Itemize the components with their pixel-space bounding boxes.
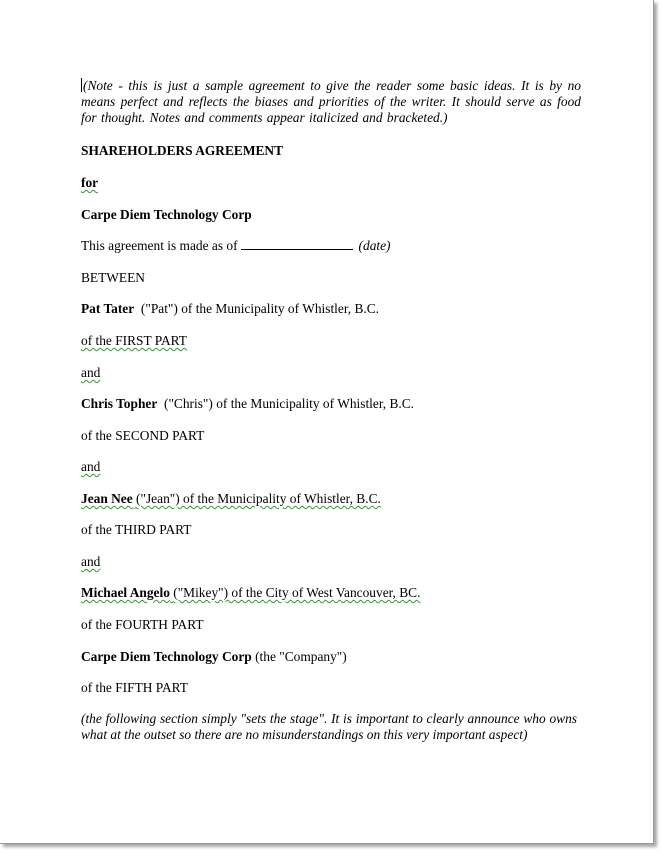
party-line	[81, 649, 347, 665]
date-line	[81, 238, 391, 254]
party-desc: ("Mikey") of the City of West Vancouver, BC.	[173, 585, 421, 600]
party-line	[81, 491, 381, 507]
party-part: of the FIFTH PART	[81, 680, 188, 695]
party-part: of the SECOND PART	[81, 428, 205, 443]
party-part: of the FOURTH PART	[81, 617, 204, 632]
text-cursor	[81, 78, 82, 92]
date-blank	[241, 238, 353, 250]
party-desc: (the "Company")	[255, 649, 347, 664]
date-hint: (date)	[358, 238, 391, 253]
document-title: SHAREHOLDERS AGREEMENT	[81, 143, 284, 158]
party-line	[81, 396, 414, 412]
between-label: BETWEEN	[81, 270, 145, 285]
party-part: of the THIRD PART	[81, 522, 192, 537]
party-desc: ("Chris") of the Municipality of Whistler, B.C.	[163, 396, 415, 411]
party-name: Jean Nee	[81, 491, 133, 506]
party-name: Michael Angelo	[81, 585, 170, 600]
made-as-of-text: This agreement is made as of	[81, 238, 238, 253]
document-body	[81, 78, 581, 742]
party-line	[81, 585, 420, 601]
stage-note: (the following section simply "sets the stage". It is important to clearly announce who owns what at the outset so there are no misunderstandings on this very important aspect)	[81, 711, 577, 742]
for-label: for	[81, 175, 99, 190]
party-part: of the FIRST PART	[81, 333, 187, 348]
party-line	[81, 301, 379, 317]
party-desc: ("Jean") of the Municipality of Whistler, B.C.	[136, 491, 381, 506]
party-name: Carpe Diem Technology Corp	[81, 649, 252, 664]
company-name: Carpe Diem Technology Corp	[81, 207, 252, 222]
and-label: and	[81, 554, 101, 569]
party-name: Pat Tater	[81, 301, 135, 316]
and-label: and	[81, 459, 101, 474]
and-label: and	[81, 365, 101, 380]
intro-note: (Note - this is just a sample agreement to give the reader some basic ideas. It is by no means perfect and reflects the biases and priorities of the writer. It should serve as food for thought. Notes and comments appear italicized and bracketed.)	[81, 78, 581, 125]
party-name: Chris Topher	[81, 396, 158, 411]
party-desc: ("Pat") of the Municipality of Whistler, B.C.	[140, 301, 380, 316]
